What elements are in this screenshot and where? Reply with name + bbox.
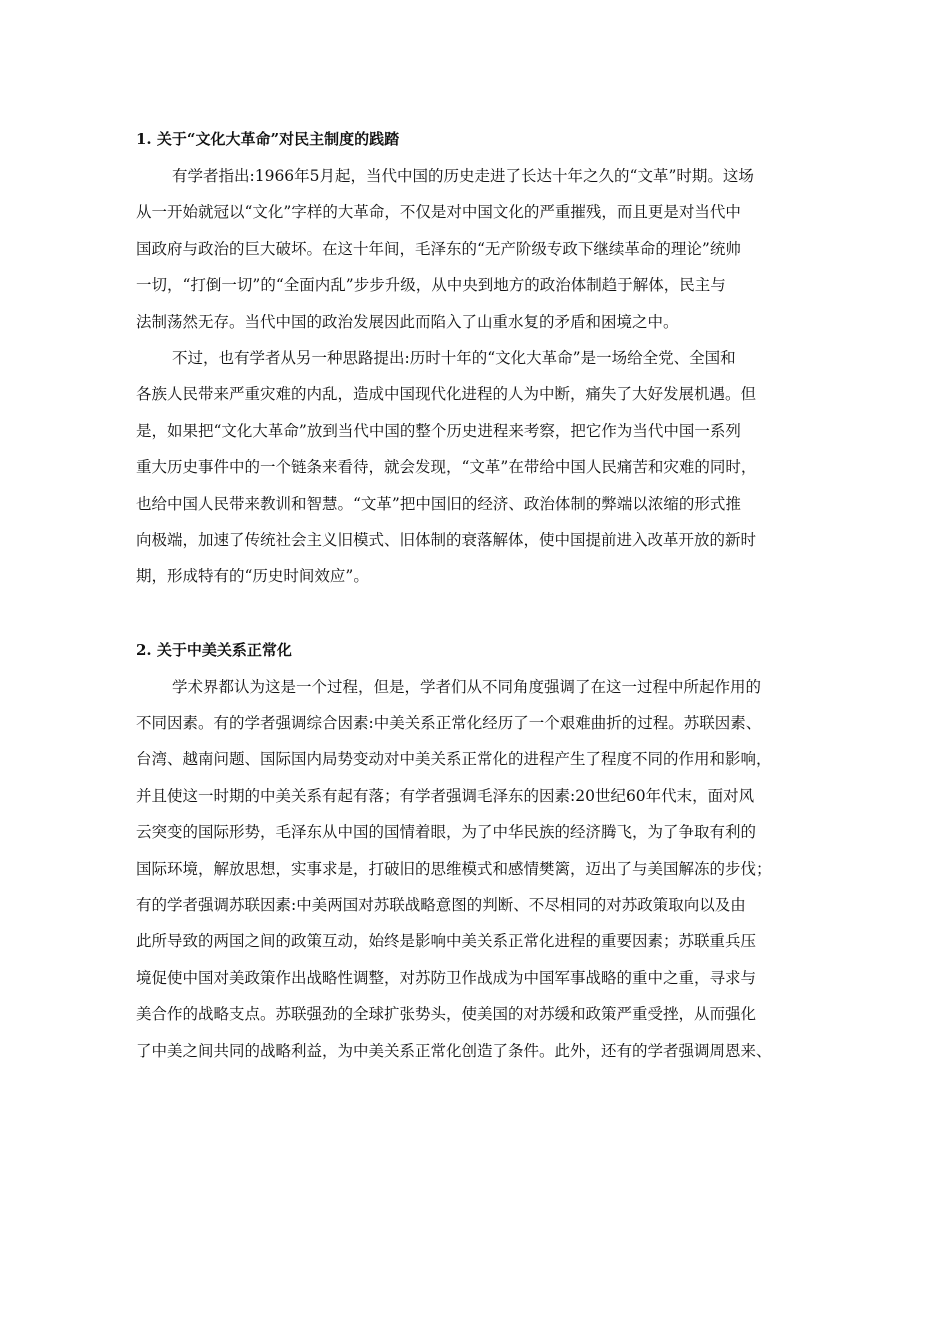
paragraph [136,669,826,1069]
section-1 [136,120,826,595]
section-2 [136,631,826,1069]
section-heading: 1. 关于“文化大革命”对民主制度的践踏 [136,130,400,148]
text-line: 并且使这一时期的中美关系有起有落；有学者强调毛泽东的因素:20世纪60年代末，面对风 [136,786,755,805]
text-line: 不过，也有学者从另一种思路提出:历时十年的“文化大革命”是一场给全党、全国和 [172,348,736,367]
text-line: 有的学者强调苏联因素:中美两国对苏联战略意图的判断、不尽相同的对苏政策取向以及由 [136,896,746,915]
text-line: 云突变的国际形势，毛泽东从中国的国情着眼，为了中华民族的经济腾飞，为了争取有利的 [136,823,757,842]
document-page [136,120,826,1069]
text-line: 是，如果把“文化大革命”放到当代中国的整个历史进程来考察，把它作为当代中国一系列 [136,421,741,440]
text-line: 重大历史事件中的一个链条来看待，就会发现，“文革”在带给中国人民痛苦和灾难的同时， [136,458,757,477]
text-line: 向极端，加速了传统社会主义旧模式、旧体制的衰落解体，使中国提前进入改革开放的新时 [136,530,757,549]
text-line: 期，形成特有的“历史时间效应”。 [136,567,369,586]
text-line: 此所导致的两国之间的政策互动，始终是影响中美关系正常化进程的重要因素；苏联重兵压 [136,932,757,951]
text-line: 有学者指出:1966年5月起，当代中国的历史走进了长达十年之久的“文革”时期。这场 [172,167,754,185]
text-line: 学术界都认为这是一个过程，但是，学者们从不同角度强调了在这一过程中所起作用的 [172,677,762,696]
text-line: 国政府与政治的巨大破坏。在这十年间，毛泽东的“无产阶级专政下继续革命的理论”统帅 [136,239,741,258]
text-line: 不同因素。有的学者强调综合因素:中美关系正常化经历了一个艰难曲折的过程。苏联因素、 [136,714,762,733]
text-line: 国际环境，解放思想，实事求是，打破旧的思维模式和感情樊篱，迈出了与美国解冻的步伐； [136,859,772,878]
text-line: 境促使中国对美政策作出战略性调整，对苏防卫作战成为中国军事战略的重中之重，寻求与 [136,968,757,987]
text-line: 从一开始就冠以“文化”字样的大革命，不仅是对中国文化的严重摧残，而且更是对当代中 [136,203,741,222]
paragraph [136,340,826,595]
text-line: 了中美之间共同的战略利益，为中美关系正常化创造了条件。此外，还有的学者强调周恩来、 [136,1041,772,1060]
text-line: 一切，“打倒一切”的“全面内乱”步步升级，从中央到地方的政治体制趋于解体，民主与 [136,276,726,295]
text-line: 法制荡然无存。当代中国的政治发展因此而陷入了山重水复的矛盾和困境之中。 [136,312,679,331]
text-line: 也给中国人民带来教训和智慧。“文革”把中国旧的经济、政治体制的弊端以浓缩的形式推 [136,494,741,513]
section-heading: 2. 关于中美关系正常化 [136,640,292,659]
text-line: 各族人民带来严重灾难的内乱，造成中国现代化进程的人为中断，痛失了大好发展机遇。但 [136,385,757,404]
text-line: 美合作的战略支点。苏联强劲的全球扩张势头，使美国的对苏缓和政策严重受挫，从而强化 [136,1005,757,1024]
text-line: 台湾、越南问题、国际国内局势变动对中美关系正常化的进程产生了程度不同的作用和影响， [136,750,772,769]
paragraph [136,158,826,340]
section-spacer [136,595,826,631]
